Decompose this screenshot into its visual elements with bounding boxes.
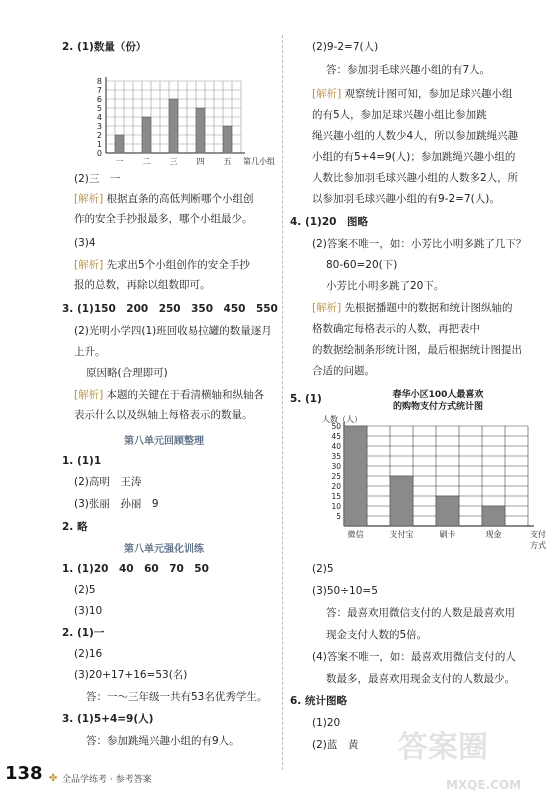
- q5-4a: (4)答案不唯一，如：最喜欢用微信支付的人: [312, 651, 516, 663]
- q3-analysis: [74, 388, 264, 402]
- analysis-tag: [解析]: [74, 193, 104, 205]
- x-tick-label: 现金: [485, 530, 502, 539]
- q5-heading: 5. (1): [290, 393, 322, 405]
- x-tick-label: 刷卡: [439, 530, 456, 539]
- s1-q2: 2. 略: [62, 521, 88, 533]
- analysis-text: 先根据播题中的数据和统计图纵轴的: [344, 302, 513, 314]
- q5-3a: 答：最喜欢用微信支付的人数是最喜欢用: [326, 607, 515, 619]
- x-tick-label: 一: [115, 157, 124, 166]
- analysis-tag: [解析]: [74, 389, 104, 401]
- bar: [390, 476, 413, 526]
- bar: [436, 496, 459, 526]
- q3-analysis-2: 表示什么以及纵轴上每格表示的数量。: [74, 409, 253, 421]
- q4-analysis: [312, 301, 513, 315]
- x-tick-label: 四: [196, 157, 205, 166]
- leaf-icon: ✤: [49, 773, 58, 784]
- y-tick-label: 2: [96, 131, 102, 140]
- r-line-8: 以参加羽毛球兴趣小组的有9-2=7(人)。: [312, 193, 500, 205]
- s2-q2-4: 答：一～三年级一共有53名优秀学生。: [86, 691, 268, 703]
- q3-1-answer: 3. (1)150 200 250 350 450 550: [62, 303, 278, 315]
- q2-2-analysis: [74, 192, 254, 206]
- chart-safety-posters: [88, 55, 278, 171]
- r-line-2: 答：参加羽毛球兴趣小组的有7人。: [326, 64, 491, 76]
- s1-q1-2: (2)高明 王涛: [74, 476, 142, 488]
- analysis-tag: [解析]: [312, 88, 342, 100]
- q2-3-analysis: [74, 258, 250, 272]
- q2-2-answer: (2)三 一: [74, 173, 121, 185]
- y-tick-label: 5: [336, 512, 341, 521]
- analysis-tag: [解析]: [312, 302, 342, 314]
- analysis-text: 本题的关键在于看清横轴和纵轴各: [106, 389, 265, 401]
- r-line-1: (2)9-2=7(人): [312, 41, 379, 53]
- s1-q1-3: (3)张丽 孙丽 9: [74, 498, 159, 510]
- y-tick-label: 40: [331, 442, 341, 451]
- q5-2: (2)5: [312, 563, 334, 575]
- page-number: 138: [5, 763, 43, 784]
- y-tick-label: 8: [96, 77, 102, 86]
- r-analysis: [312, 87, 513, 101]
- q6: 6. 统计图略: [290, 695, 347, 707]
- column-divider: [282, 35, 283, 770]
- x-tick-label: 五: [223, 157, 232, 166]
- y-tick-label: 4: [96, 113, 102, 122]
- q4-4: 小芳比小明多跳了20下。: [326, 280, 445, 292]
- q3-2-answer-2: 上升。: [74, 346, 106, 358]
- bar: [169, 99, 178, 153]
- bar: [482, 506, 505, 526]
- analysis-text: 根据直条的高低判断哪个小组创: [106, 193, 254, 205]
- x-axis-label: 方式: [530, 541, 546, 550]
- q6-1: (1)20: [312, 717, 341, 729]
- r-line-7: 人数比参加羽毛球兴趣小组的人数多2人，所: [312, 172, 519, 184]
- x-axis-label: 第几小组: [243, 157, 275, 166]
- s2-q1-2: (2)5: [74, 584, 96, 596]
- watermark-url: MXQE.COM: [446, 778, 522, 792]
- bar: [223, 126, 232, 153]
- q3-2-answer: (2)光明小学四(1)班回收易拉罐的数量逐月: [74, 325, 272, 337]
- s2-q3-1: 3. (1)5+4=9(人): [62, 713, 154, 725]
- analysis-text: 先求出5个小组创作的安全手抄: [106, 259, 250, 271]
- y-tick-label: 30: [331, 462, 341, 471]
- y-tick-label: 15: [331, 492, 341, 501]
- s2-q1-1: 1. (1)20 40 60 70 50: [62, 563, 209, 575]
- y-tick-label: 45: [331, 432, 341, 441]
- q4-2: (2)答案不唯一，如：小芳比小明多跳了几下？: [312, 238, 527, 250]
- q5-3: (3)50÷10=5: [312, 585, 378, 597]
- r-line-4: 的有5人，参加足球兴趣小组比参加跳: [312, 109, 487, 121]
- section-title-training: 第八单元强化训练: [124, 544, 204, 555]
- analysis-tag: [解析]: [74, 259, 104, 271]
- y-tick-label: 25: [331, 472, 341, 481]
- r-line-5: 绳兴趣小组的人数少4人，所以参加跳绳兴趣: [312, 130, 519, 142]
- y-axis-label: 人数（人）: [322, 415, 362, 424]
- x-tick-label: 三: [169, 157, 178, 166]
- q4-analysis-2: 格数确定每格表示的人数，再把表中: [312, 323, 480, 335]
- y-tick-label: 0: [96, 149, 102, 158]
- x-tick-label: 微信: [347, 530, 364, 539]
- s2-q3-2: 答：参加跳绳兴趣小组的有9人。: [86, 735, 240, 747]
- bar: [142, 117, 151, 153]
- bar: [115, 135, 124, 153]
- x-axis-label: 支付: [530, 530, 546, 539]
- bar-chart-svg: [320, 386, 556, 556]
- chart-payment-methods: [320, 386, 556, 560]
- chart-title: 春华小区100人最喜欢: [392, 390, 484, 400]
- y-tick-label: 6: [96, 95, 102, 104]
- y-tick-label: 10: [331, 502, 341, 511]
- q2-3-analysis-2: 报的总数，再除以组数即可。: [74, 279, 211, 291]
- y-tick-label: 20: [331, 482, 341, 491]
- q4-1: 4. (1)20 图略: [290, 216, 368, 228]
- s2-q2-3: (3)20+17+16=53(名): [74, 669, 188, 681]
- footer-text: 全品学练考 · 参考答案: [62, 775, 152, 785]
- bar: [196, 108, 205, 153]
- s1-q1-1: 1. (1)1: [62, 455, 102, 467]
- q2-2-analysis-2: 作的安全手抄报最多，哪个小组最少。: [74, 213, 253, 225]
- y-tick-label: 35: [331, 452, 341, 461]
- x-tick-label: 二: [142, 157, 151, 166]
- y-tick-label: 3: [96, 122, 102, 131]
- analysis-text: 观察统计图可知，参加足球兴趣小组: [344, 88, 513, 100]
- r-line-6: 小组的有5+4=9(人)；参加跳绳兴趣小组的: [312, 151, 516, 163]
- q2-heading: 2. (1)数量（份）: [62, 41, 147, 53]
- watermark-logo: 答案圈: [398, 730, 488, 765]
- q3-2-reason: 原因略(合理即可): [86, 367, 168, 379]
- q6-2: (2)蓝 黄: [312, 739, 359, 751]
- y-tick-label: 5: [96, 104, 102, 113]
- s2-q2-2: (2)16: [74, 648, 103, 660]
- s2-q2-1: 2. (1)一: [62, 627, 105, 639]
- bar: [344, 426, 367, 526]
- q4-analysis-3: 的数据绘制条形统计图，最后根据统计图提出: [312, 344, 522, 356]
- q4-3: 80-60=20(下): [326, 259, 398, 271]
- bar-chart-svg: [88, 55, 278, 167]
- s2-q1-3: (3)10: [74, 605, 103, 617]
- x-tick-label: 支付宝: [389, 530, 414, 539]
- section-title-review: 第八单元回顾整理: [124, 436, 204, 447]
- y-tick-label: 1: [96, 140, 102, 149]
- y-tick-label: 7: [96, 86, 102, 95]
- q5-3b: 现金支付人数的5倍。: [326, 629, 428, 641]
- q4-analysis-4: 合适的问题。: [312, 365, 375, 377]
- q2-3-answer: (3)4: [74, 237, 96, 249]
- q5-4b: 数最多，最喜欢用现金支付的人数最少。: [326, 673, 515, 685]
- y-tick-label: 50: [331, 422, 341, 431]
- chart-subtitle: 的购物支付方式统计图: [392, 402, 484, 412]
